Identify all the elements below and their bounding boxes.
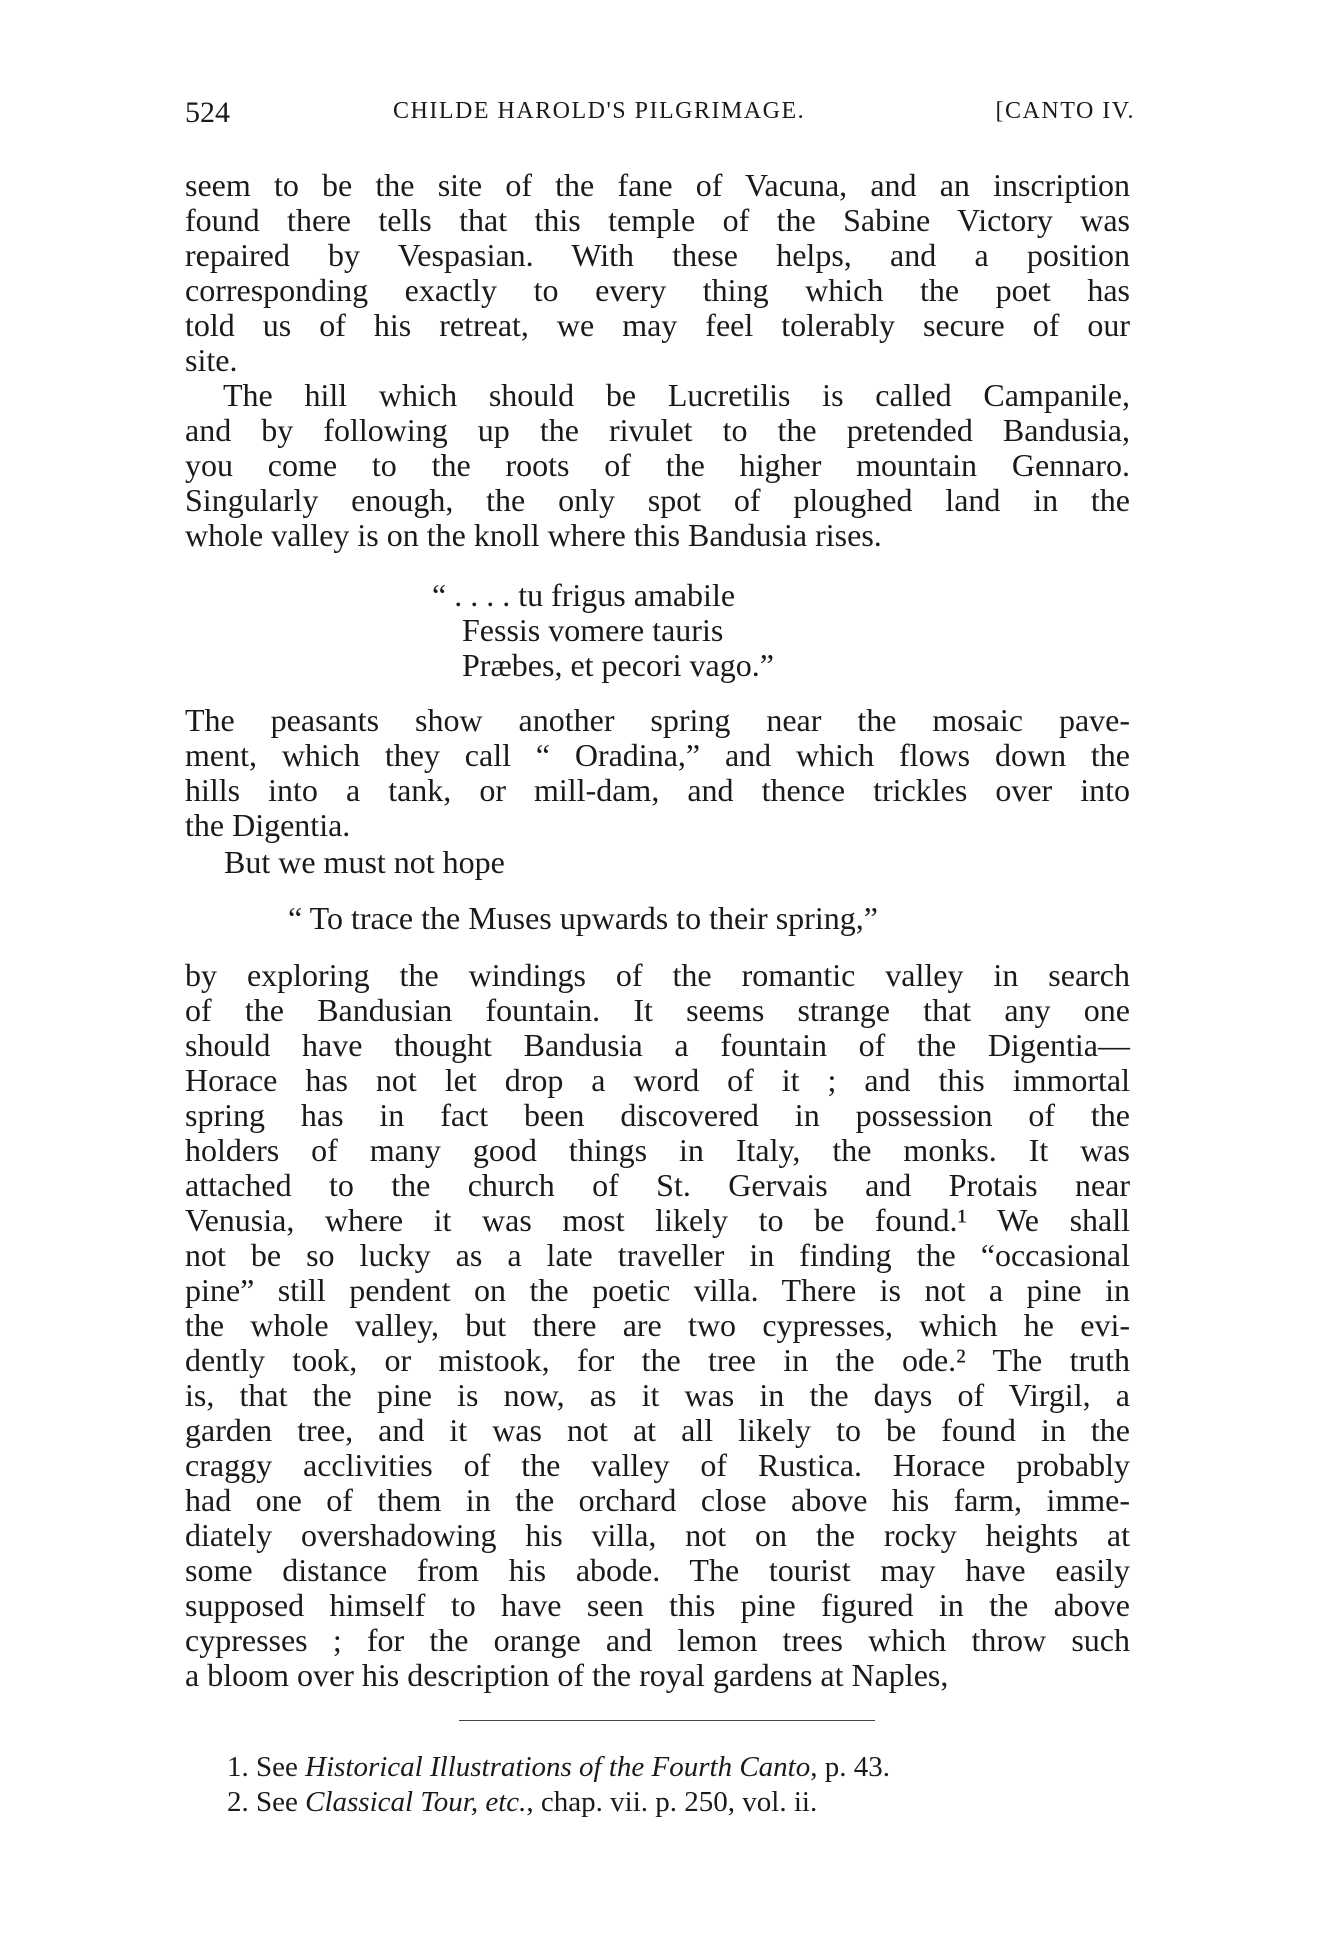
footnote-text: , p. 43. bbox=[810, 1751, 890, 1783]
footnote-rule bbox=[459, 1720, 875, 1721]
text-line: whole valley is on the knoll where this Bandusia rises. bbox=[185, 517, 882, 553]
footnote-text: See bbox=[256, 1786, 298, 1818]
text-line: some distance from his abode. The tourist may have easily bbox=[185, 1552, 1130, 1588]
text-line: Horace has not let drop a word of it ; and this immortal bbox=[185, 1062, 1130, 1098]
paragraph-4-intro: But we must not hope bbox=[224, 844, 505, 880]
inline-quote: “ To trace the Muses upwards to their spring,” bbox=[288, 900, 878, 936]
text-line: the Digentia. bbox=[185, 807, 351, 843]
text-line: diately overshadowing his villa, not on the rocky heights at bbox=[185, 1517, 1130, 1553]
text-line: The hill which should be Lucretilis is called Campanile, bbox=[223, 377, 1130, 413]
text-line: spring has in fact been discovered in possession of the bbox=[185, 1097, 1130, 1133]
paragraph-5 bbox=[185, 958, 1130, 1693]
verse-line: “ . . . . tu frigus amabile bbox=[432, 577, 736, 613]
text-line: cypresses ; for the orange and lemon trees which throw such bbox=[185, 1622, 1130, 1658]
text-line: seem to be the site of the fane of Vacuna, and an inscription bbox=[185, 167, 1130, 203]
text-line: holders of many good things in Italy, the monks. It was bbox=[185, 1132, 1130, 1168]
text-line: should have thought Bandusia a fountain of the Digentia— bbox=[185, 1027, 1130, 1063]
page-number: 524 bbox=[185, 96, 230, 129]
text-line: garden tree, and it was not at all likely to be found in the bbox=[185, 1412, 1130, 1448]
text-line: dently took, or mistook, for the tree in the ode.² The truth bbox=[185, 1342, 1130, 1378]
text-line: a bloom over his description of the royal gardens at Naples, bbox=[185, 1657, 949, 1693]
text-line: site. bbox=[185, 342, 238, 378]
text-line: Singularly enough, the only spot of ploughed land in the bbox=[185, 482, 1130, 518]
text-line: told us of his retreat, we may feel tolerably secure of our bbox=[185, 307, 1130, 343]
text-line: craggy acclivities of the valley of Rustica. Horace probably bbox=[185, 1447, 1130, 1483]
paragraph-2 bbox=[185, 378, 1130, 553]
footnote-number: 1. bbox=[227, 1751, 249, 1783]
text-line: found there tells that this temple of the Sabine Victory was bbox=[185, 202, 1130, 238]
text-line: hills into a tank, or mill-dam, and thence trickles over into bbox=[185, 772, 1130, 808]
text-line: supposed himself to have seen this pine figured in the above bbox=[185, 1587, 1130, 1623]
verse-line: Fessis vomere tauris bbox=[462, 612, 724, 648]
verse-line: Præbes, et pecori vago.” bbox=[462, 647, 774, 683]
paragraph-1 bbox=[185, 168, 1130, 378]
footnote-1 bbox=[227, 1750, 890, 1785]
text-line: Venusia, where it was most likely to be found.¹ We shall bbox=[185, 1202, 1130, 1238]
text-line: of the Bandusian fountain. It seems strange that any one bbox=[185, 992, 1130, 1028]
footnote-number: 2. bbox=[227, 1786, 249, 1818]
text-line: you come to the roots of the higher mountain Gennaro. bbox=[185, 447, 1130, 483]
text-line: the whole valley, but there are two cypresses, which he evi- bbox=[185, 1307, 1130, 1343]
footnote-title: Historical Illustrations of the Fourth Canto bbox=[305, 1751, 811, 1783]
text-line: is, that the pine is now, as it was in the days of Virgil, a bbox=[185, 1377, 1130, 1413]
text-line: ment, which they call “ Oradina,” and which flows down the bbox=[185, 737, 1130, 773]
section-label: [CANTO IV. bbox=[995, 98, 1135, 124]
text-line: attached to the church of St. Gervais and Protais near bbox=[185, 1167, 1130, 1203]
text-line: repaired by Vespasian. With these helps, and a position bbox=[185, 237, 1130, 273]
text-line: had one of them in the orchard close above his farm, imme- bbox=[185, 1482, 1130, 1518]
text-line: not be so lucky as a late traveller in finding the “occasional bbox=[185, 1237, 1130, 1273]
text-line: and by following up the rivulet to the pretended Bandusia, bbox=[185, 412, 1130, 448]
paragraph-3 bbox=[185, 703, 1130, 843]
running-title: CHILDE HAROLD'S PILGRIMAGE. bbox=[393, 98, 806, 124]
footnote-text: , chap. vii. p. 250, vol. ii. bbox=[526, 1786, 818, 1818]
text-line: pine” still pendent on the poetic villa. There is not a pine in bbox=[185, 1272, 1130, 1308]
text-line: corresponding exactly to every thing which the poet has bbox=[185, 272, 1130, 308]
text-line: The peasants show another spring near the mosaic pave- bbox=[185, 702, 1130, 738]
text-line: by exploring the windings of the romantic valley in search bbox=[185, 957, 1130, 993]
running-header bbox=[185, 96, 1135, 136]
footnote-text: See bbox=[256, 1751, 298, 1783]
footnote-title: Classical Tour, etc. bbox=[305, 1786, 527, 1818]
footnote-2 bbox=[227, 1785, 817, 1820]
